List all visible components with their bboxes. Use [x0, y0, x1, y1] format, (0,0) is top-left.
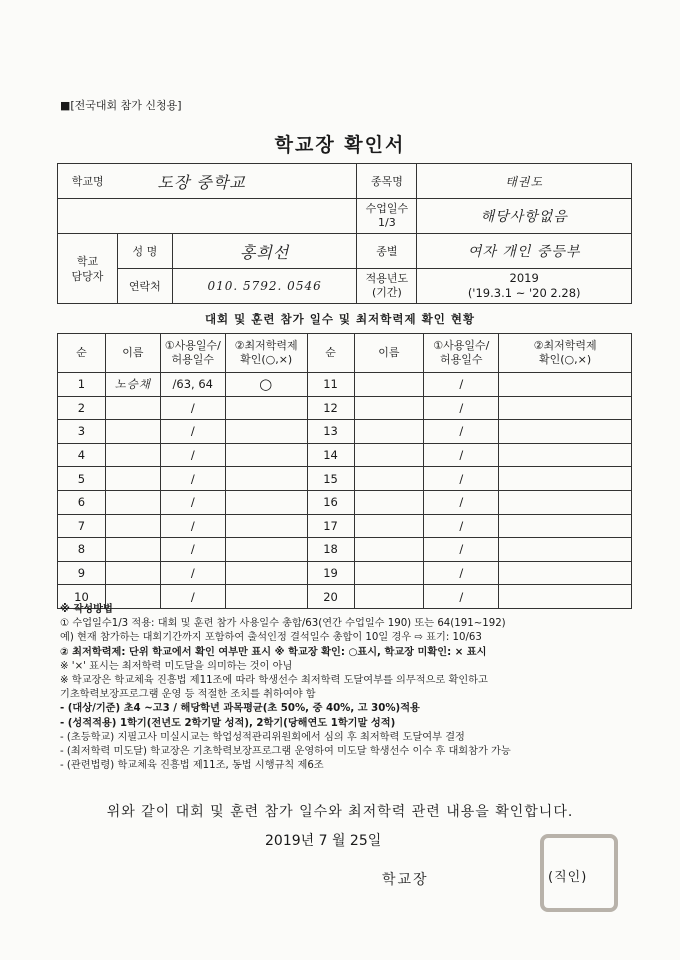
days-used: / [424, 585, 499, 609]
min-score-check [499, 561, 632, 585]
days-used: / [424, 538, 499, 562]
note-line: - (초등학교) 지필고사 미실시교는 학업성적관리위원회에서 심의 후 최저학력 도달여부 결정 [60, 731, 465, 743]
min-score-check [499, 538, 632, 562]
min-score-check [499, 467, 632, 491]
min-score-check [499, 443, 632, 467]
year-value-line1: 2019 [509, 271, 539, 285]
col-header-days-line2: 허용일수 [171, 353, 215, 366]
days-used: / [160, 561, 225, 585]
table-row [58, 443, 632, 467]
row-number: 18 [307, 538, 354, 562]
row-number: 19 [307, 561, 354, 585]
table-row [58, 514, 632, 538]
row-number: 4 [58, 443, 106, 467]
row-number: 1 [58, 373, 106, 397]
row-number: 11 [307, 373, 354, 397]
table-row [58, 561, 632, 585]
category-value: 여자 개인 중등부 [417, 234, 632, 269]
col-header-check-line2: 확인(○,×) [240, 353, 293, 366]
col-header-name-right: 이름 [354, 334, 424, 373]
note-line: 예) 현재 참가하는 대회기간까지 포함하여 출석인정 결석일수 총합이 10일 경우 ⇨ 표기: 10/63 [60, 632, 482, 644]
attendance-label-line1: 수업일수 [365, 202, 409, 215]
min-score-check [225, 420, 307, 444]
year-value [417, 269, 632, 304]
note-line: - (관련법령) 학교체육 진흥법 제11조, 동법 시행규칙 제6조 [60, 760, 324, 772]
student-name [354, 538, 424, 562]
table-row [58, 396, 632, 420]
row-number: 20 [307, 585, 354, 609]
confirmation-statement: 위와 같이 대회 및 훈련 참가 일수와 최저학력 관련 내용을 확인합니다. [106, 804, 574, 820]
row-number: 9 [58, 561, 106, 585]
student-name [354, 420, 424, 444]
days-used: / [160, 443, 225, 467]
min-score-check [225, 467, 307, 491]
col-header-check-line1: ②최저학력제 [234, 339, 298, 352]
school-name-label: 학교명 [58, 164, 118, 199]
col-header-days-right-line2: 허용일수 [440, 353, 483, 366]
col-header-name: 이름 [105, 334, 160, 373]
row-number: 14 [307, 443, 354, 467]
col-header-no-right: 순 [307, 334, 354, 373]
note-line: - (대상/기준) 초4 ~고3 / 해당학년 과목평균(초 50%, 중 40%, 고 30%)적용 [60, 703, 420, 715]
col-header-check [225, 334, 307, 373]
min-score-check [499, 490, 632, 514]
event-label: 종목명 [357, 164, 417, 199]
student-name [105, 514, 160, 538]
min-score-check [225, 514, 307, 538]
days-used: / [160, 585, 225, 609]
row-number: 7 [58, 514, 106, 538]
days-used: / [160, 490, 225, 514]
student-name [105, 538, 160, 562]
row-number: 10 [58, 585, 106, 609]
student-name: 노승채 [105, 373, 160, 397]
note-line: - (최저학력 미도달) 학교장은 기초학력보장프로그램 운영하여 미도달 학생선수 이수 후 대회참가 가능 [60, 746, 511, 758]
col-header-days-right [424, 334, 499, 373]
school-name-blank [58, 199, 357, 234]
year-label-line1: 적용년도 [365, 272, 409, 285]
row-number: 8 [58, 538, 106, 562]
attendance-value: 해당사항없음 [417, 199, 632, 234]
contact-label: 연락처 [117, 269, 172, 304]
days-used: / [424, 396, 499, 420]
table-row [58, 373, 632, 397]
manager-name-value: 홍희선 [172, 234, 357, 269]
min-score-check [225, 490, 307, 514]
days-used: / [424, 467, 499, 491]
days-used: / [160, 514, 225, 538]
days-used: / [160, 420, 225, 444]
row-number: 13 [307, 420, 354, 444]
days-used: / [424, 373, 499, 397]
col-header-days-line1: ①사용일수/ [164, 339, 221, 352]
school-name-value: 도장 중학교 [117, 164, 357, 199]
days-used: / [424, 514, 499, 538]
min-score-check [225, 443, 307, 467]
year-label-line2: (기간) [371, 286, 402, 299]
attendance-label-line2: 1/3 [378, 216, 396, 229]
student-name [105, 420, 160, 444]
category-label: 종별 [357, 234, 417, 269]
year-value-line2: ('19.3.1 ~ '20 2.28) [467, 286, 581, 300]
manager-label-line2: 담당자 [71, 269, 104, 283]
note-line: ※ '×' 표시는 최저학력 미도달을 의미하는 것이 아님 [60, 660, 293, 672]
col-header-check-right [499, 334, 632, 373]
row-number: 3 [58, 420, 106, 444]
col-header-days-right-line1: ①사용일수/ [433, 339, 490, 352]
table-row [58, 420, 632, 444]
student-name [354, 561, 424, 585]
min-score-check [499, 373, 632, 397]
min-score-check [499, 514, 632, 538]
form-type-tag: ■[전국대회 참가 신청용] [60, 99, 182, 112]
student-name [105, 443, 160, 467]
days-used: / [424, 420, 499, 444]
row-number: 12 [307, 396, 354, 420]
days-used: / [160, 467, 225, 491]
attendance-label [357, 199, 417, 234]
days-used: / [160, 538, 225, 562]
table-subtitle: 대회 및 훈련 참가 일수 및 최저학력제 확인 현황 [204, 312, 476, 326]
note-line: - (성적적용) 1학기(전년도 2학기말 성적), 2학기(당해연도 1학기말 성적) [60, 717, 396, 729]
event-value: 태권도 [417, 164, 632, 199]
table-row [58, 538, 632, 562]
min-score-check [499, 420, 632, 444]
days-used: / [424, 490, 499, 514]
col-header-no: 순 [58, 334, 106, 373]
row-number: 16 [307, 490, 354, 514]
min-score-check [225, 561, 307, 585]
note-line: 기초학력보장프로그램 운영 등 적절한 조치를 취하여야 함 [60, 689, 316, 701]
days-used: / [424, 561, 499, 585]
instructions-notes [60, 603, 650, 773]
student-name [354, 490, 424, 514]
table-row [58, 490, 632, 514]
student-name [105, 467, 160, 491]
min-score-check: ○ [225, 373, 307, 397]
note-line: ※ 작성방법 [60, 604, 113, 615]
seal-label: (직인) [548, 870, 588, 885]
manager-label-line1: 학교 [76, 254, 99, 268]
year-label [357, 269, 417, 304]
participation-table [57, 333, 632, 609]
note-line: ② 최저학력제: 단위 학교에서 확인 여부만 표시 ※ 학교장 확인: ○표시, 학교장 미확인: × 표시 [60, 646, 487, 658]
table-row [58, 467, 632, 491]
col-header-days [160, 334, 225, 373]
col-header-check-right-line1: ②최저학력제 [533, 339, 597, 352]
note-line: ① 수업일수1/3 적용: 대회 및 훈련 참가 사용일수 총합/63(연간 수업일수 190) 또는 64(191~192) [60, 618, 506, 630]
min-score-check [225, 396, 307, 420]
row-number: 6 [58, 490, 106, 514]
row-number: 17 [307, 514, 354, 538]
days-used: /63, 64 [160, 373, 225, 397]
name-label: 성 명 [117, 234, 172, 269]
contact-value: 010. 5792. 0546 [172, 269, 357, 304]
student-name [105, 396, 160, 420]
min-score-check [225, 538, 307, 562]
row-number: 15 [307, 467, 354, 491]
student-name [105, 561, 160, 585]
days-used: / [424, 443, 499, 467]
col-header-check-right-line2: 확인(○,×) [539, 353, 592, 366]
min-score-check [499, 396, 632, 420]
row-number: 2 [58, 396, 106, 420]
principal-label: 학교장 [382, 872, 429, 888]
student-name [354, 514, 424, 538]
note-line: ※ 학교장은 학교체육 진흥법 제11조에 따라 학생선수 최저학력 도달여부를 의무적으로 확인하고 [60, 675, 488, 687]
student-name [354, 396, 424, 420]
manager-label [58, 234, 118, 304]
student-name [354, 443, 424, 467]
student-name [354, 373, 424, 397]
table-header-row [58, 334, 632, 373]
signing-date: 2019년 7 월 25일 [265, 833, 382, 849]
document-title: 학교장 확인서 [274, 134, 406, 156]
row-number: 5 [58, 467, 106, 491]
student-name [354, 467, 424, 491]
student-name [105, 490, 160, 514]
days-used: / [160, 396, 225, 420]
school-info-table [57, 163, 632, 304]
